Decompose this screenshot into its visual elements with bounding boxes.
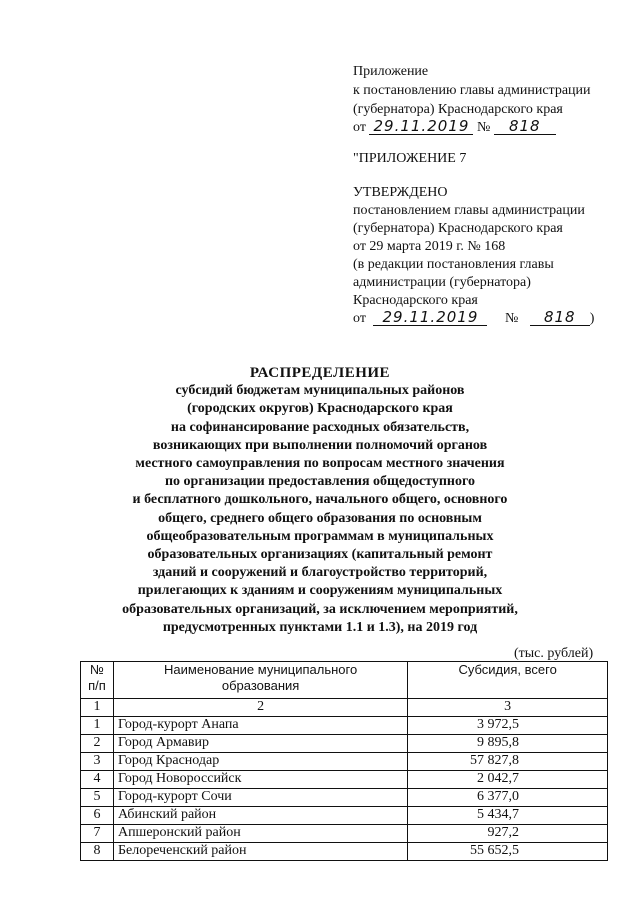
- approval-close-paren: ): [589, 311, 595, 326]
- title-line: (городских округов) Краснодарского края: [187, 401, 453, 417]
- table-header-row: [81, 662, 608, 699]
- col-number-header: № п/п: [81, 662, 114, 699]
- row-sum: 9 895,8: [408, 735, 608, 753]
- row-sum: 2 042,7: [408, 771, 608, 789]
- table-row: [81, 753, 608, 771]
- header-decree-line: к постановлению главы администрации: [353, 83, 591, 98]
- header-date-prefix: от: [353, 120, 366, 135]
- approval-line-4: (в редакции постановления главы: [353, 257, 554, 272]
- row-name: Апшеронский район: [113, 825, 407, 843]
- title-line: общеобразовательным программам в муниципальных: [146, 528, 494, 544]
- col-name-header: Наименование муниципального образования: [113, 662, 407, 699]
- title-line: образовательных организаций, за исключением мероприятий,: [122, 601, 518, 617]
- title-line: субсидий бюджетам муниципальных районов: [175, 383, 465, 399]
- title-line: образовательных организациях (капитальный ремонт: [147, 547, 493, 563]
- header-date-value: 29.11.2019: [369, 119, 473, 135]
- header-appendix: Приложение: [353, 64, 429, 79]
- title-line: общего, среднего общего образования по основным: [158, 510, 482, 526]
- title-line: на софинансирование расходных обязательств,: [170, 419, 470, 435]
- units-label: (тыс. рублей): [514, 646, 594, 661]
- row-number: 3: [81, 753, 114, 771]
- title-heading: РАСПРЕДЕЛЕНИЕ: [249, 365, 391, 381]
- approval-line-3: от 29 марта 2019 г. № 168: [353, 239, 506, 254]
- row-name: Белореченский район: [113, 843, 407, 861]
- title-line: местного самоуправления по вопросам местного значения: [135, 456, 505, 472]
- table-row: [81, 843, 608, 861]
- approval-line-5: администрации (губернатора): [353, 275, 531, 290]
- table-row: [81, 735, 608, 753]
- row-number: 1: [81, 717, 114, 735]
- approval-line-1: постановлением главы администрации: [353, 203, 585, 218]
- title-line: зданий и сооружений и благоустройство территорий,: [152, 565, 488, 581]
- table-row: [81, 789, 608, 807]
- approval-date-prefix: от: [353, 311, 366, 326]
- approval-line-2: (губернатора) Краснодарского края: [353, 221, 563, 236]
- document-title: [0, 364, 640, 637]
- table-index-row: [81, 699, 608, 717]
- approval-appendix-label: "ПРИЛОЖЕНИЕ 7: [353, 151, 467, 166]
- title-line: по организации предоставления общедоступного: [164, 474, 476, 490]
- row-name: Город-курорт Анапа: [113, 717, 407, 735]
- approval-number-value: 818: [530, 310, 590, 326]
- approval-date-value: 29.11.2019: [373, 310, 487, 326]
- table-row: [81, 807, 608, 825]
- row-number: 8: [81, 843, 114, 861]
- title-line: прилегающих к зданиям и сооружениям муниципальных: [137, 583, 503, 599]
- row-sum: 6 377,0: [408, 789, 608, 807]
- row-name: Город Краснодар: [113, 753, 407, 771]
- row-name: Город-курорт Сочи: [113, 789, 407, 807]
- title-line: и бесплатного дошкольного, начального общего, основного: [132, 492, 508, 508]
- title-line: возникающих при выполнении полномочий органов: [152, 437, 488, 453]
- subsidy-table: [80, 661, 608, 861]
- approval-number-sign: №: [504, 311, 519, 326]
- row-name: Город Армавир: [113, 735, 407, 753]
- header-governor-line: (губернатора) Краснодарского края: [353, 102, 563, 117]
- row-number: 4: [81, 771, 114, 789]
- row-sum: 57 827,8: [408, 753, 608, 771]
- approval-date-row: [353, 310, 594, 327]
- row-sum: 5 434,7: [408, 807, 608, 825]
- approval-line-6: Краснодарского края: [353, 293, 478, 308]
- index-cell: 1: [81, 699, 114, 717]
- index-cell: 2: [113, 699, 407, 717]
- header-number-value: 818: [494, 119, 556, 135]
- header-date-row: [353, 119, 556, 136]
- row-name: Абинский район: [113, 807, 407, 825]
- approval-approved: УТВЕРЖДЕНО: [353, 185, 448, 200]
- row-number: 2: [81, 735, 114, 753]
- row-sum: 927,2: [408, 825, 608, 843]
- row-number: 7: [81, 825, 114, 843]
- table-row: [81, 717, 608, 735]
- header-number-sign: №: [476, 120, 491, 135]
- title-line: предусмотренных пунктами 1.1 и 1.3), на 2019 год: [162, 619, 478, 635]
- row-name: Город Новороссийск: [113, 771, 407, 789]
- row-sum: 3 972,5: [408, 717, 608, 735]
- table-row: [81, 771, 608, 789]
- col-subsidy-header: Субсидия, всего: [408, 662, 608, 699]
- row-number: 5: [81, 789, 114, 807]
- table-row: [81, 825, 608, 843]
- row-number: 6: [81, 807, 114, 825]
- index-cell: 3: [408, 699, 608, 717]
- row-sum: 55 652,5: [408, 843, 608, 861]
